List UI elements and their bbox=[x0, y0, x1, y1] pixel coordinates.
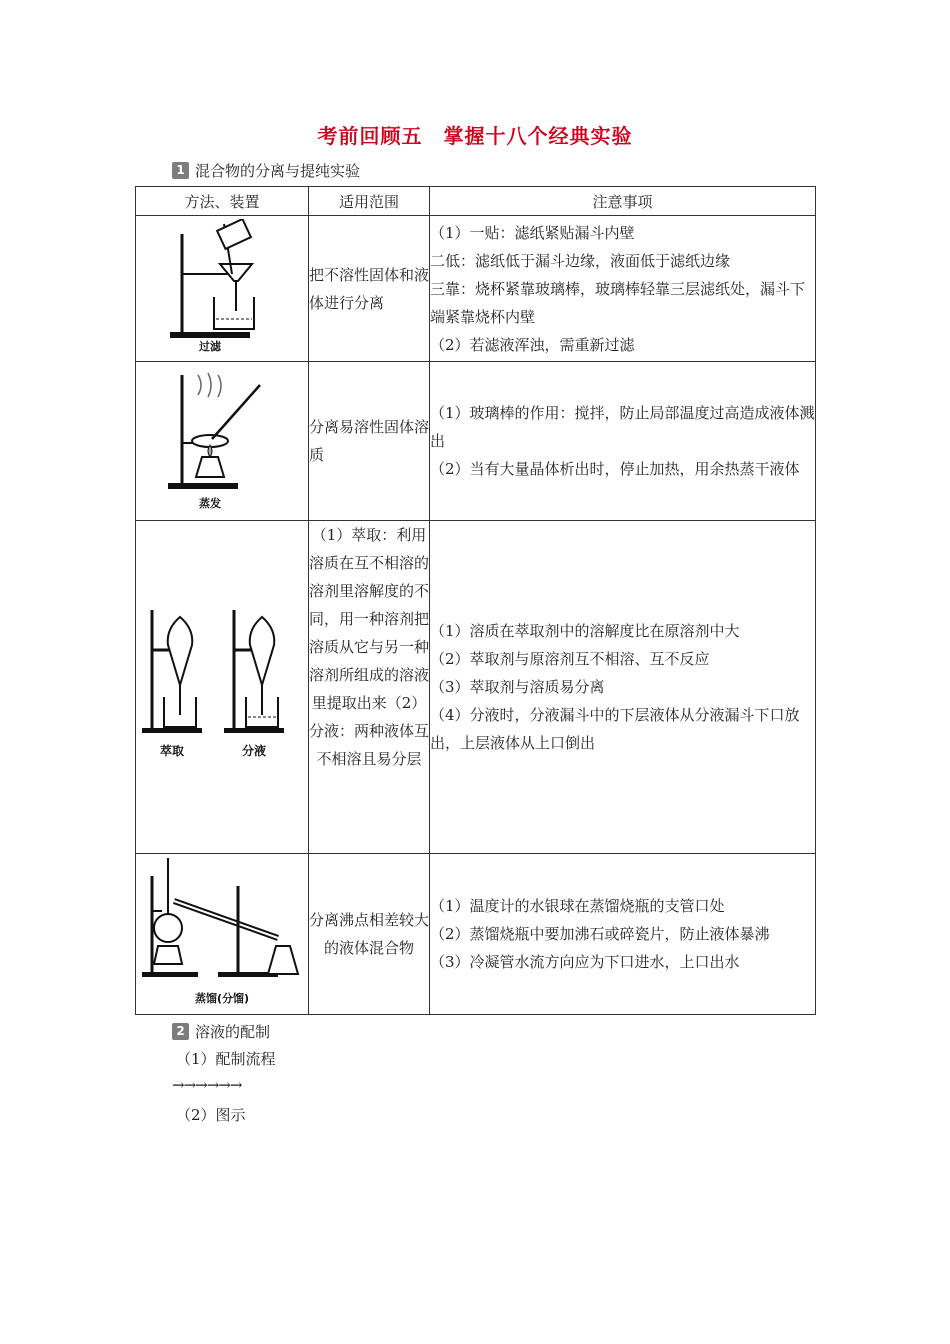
note-line: （3）萃取剂与溶质易分离 bbox=[430, 678, 605, 696]
evaporation-scope: 分离易溶性固体溶质 bbox=[309, 362, 430, 521]
evaporation-apparatus-illustration bbox=[162, 367, 282, 512]
section-number-badge: 2 bbox=[172, 1023, 189, 1040]
extraction-apparatus-cell bbox=[136, 521, 309, 854]
header-notes: 注意事项 bbox=[430, 187, 816, 216]
distillation-apparatus-illustration bbox=[138, 856, 306, 1008]
note-line: （1）温度计的水银球在蒸馏烧瓶的支管口处 bbox=[430, 897, 725, 915]
table-row bbox=[136, 854, 816, 1015]
filtration-image-label: 过滤 bbox=[199, 340, 221, 353]
header-scope: 适用范围 bbox=[309, 187, 430, 216]
page-title: 考前回顾五 掌握十八个经典实验 bbox=[317, 124, 633, 148]
extraction-scope: （1）萃取：利用溶质在互不相溶的溶剂里溶解度的不同，用一种溶剂把溶质从它与另一种溶剂所组成的溶液里提取出来（2）分液：两种液体互不相溶且易分层 bbox=[309, 521, 430, 854]
separation-methods-table bbox=[135, 186, 816, 1015]
liquid-separation-image-label: 分液 bbox=[241, 744, 266, 758]
subheading-diagram: （2）图示 bbox=[176, 1106, 246, 1124]
note-line: （2）若滤液浑浊，需重新过滤 bbox=[430, 335, 635, 354]
extraction-image-label: 萃取 bbox=[159, 744, 184, 758]
table-row bbox=[136, 521, 816, 854]
table-row bbox=[136, 216, 816, 362]
section-1-heading bbox=[172, 160, 360, 181]
note-line: （2）萃取剂与原溶剂互不相溶、互不反应 bbox=[430, 650, 710, 668]
distillation-notes bbox=[430, 854, 816, 1015]
note-line: （2）蒸馏烧瓶中要加沸石或碎瓷片，防止液体暴沸 bbox=[430, 925, 770, 943]
extraction-apparatus-illustration bbox=[140, 605, 305, 765]
note-line: 二低：滤纸低于漏斗边缘，液面低于滤纸边缘 bbox=[430, 251, 731, 270]
evaporation-image-label: 蒸发 bbox=[199, 496, 221, 510]
note-line: （1）一贴：滤纸紧贴漏斗内壁 bbox=[430, 223, 635, 242]
note-line: （1）玻璃棒的作用：搅拌，防止局部温度过高造成液体溅出 bbox=[430, 404, 815, 450]
table-row bbox=[136, 362, 816, 521]
subheading-process: （1）配制流程 bbox=[176, 1050, 276, 1068]
section-1-label: 混合物的分离与提纯实验 bbox=[195, 162, 361, 180]
note-line: （1）溶质在萃取剂中的溶解度比在原溶剂中大 bbox=[430, 622, 740, 640]
distillation-scope: 分离沸点相差较大的液体混合物 bbox=[309, 854, 430, 1015]
header-method: 方法、装置 bbox=[136, 187, 309, 216]
distillation-apparatus-cell bbox=[136, 854, 309, 1015]
filtration-notes bbox=[430, 216, 816, 362]
process-arrows: →→→→→→ bbox=[172, 1076, 242, 1094]
filtration-apparatus-illustration bbox=[162, 219, 282, 354]
evaporation-notes bbox=[430, 362, 816, 521]
note-line: （4）分液时，分液漏斗中的下层液体从分液漏斗下口放出，上层液体从上口倒出 bbox=[430, 706, 800, 752]
note-line: （3）冷凝管水流方向应为下口进水，上口出水 bbox=[430, 953, 740, 971]
extraction-notes bbox=[430, 521, 816, 854]
note-line: 三靠：烧杯紧靠玻璃棒，玻璃棒轻靠三层滤纸处，漏斗下端紧靠烧杯内壁 bbox=[430, 279, 806, 326]
note-line: （2）当有大量晶体析出时，停止加热，用余热蒸干液体 bbox=[430, 460, 800, 478]
section-number-badge: 1 bbox=[172, 162, 189, 179]
filtration-scope: 把不溶性固体和液体进行分离 bbox=[309, 216, 430, 362]
evaporation-apparatus-cell bbox=[136, 362, 309, 521]
filtration-apparatus-cell bbox=[136, 216, 309, 362]
distillation-image-label: 蒸馏(分馏) bbox=[194, 992, 250, 1005]
section-2-label: 溶液的配制 bbox=[195, 1023, 271, 1041]
section-2-heading bbox=[172, 1021, 270, 1042]
